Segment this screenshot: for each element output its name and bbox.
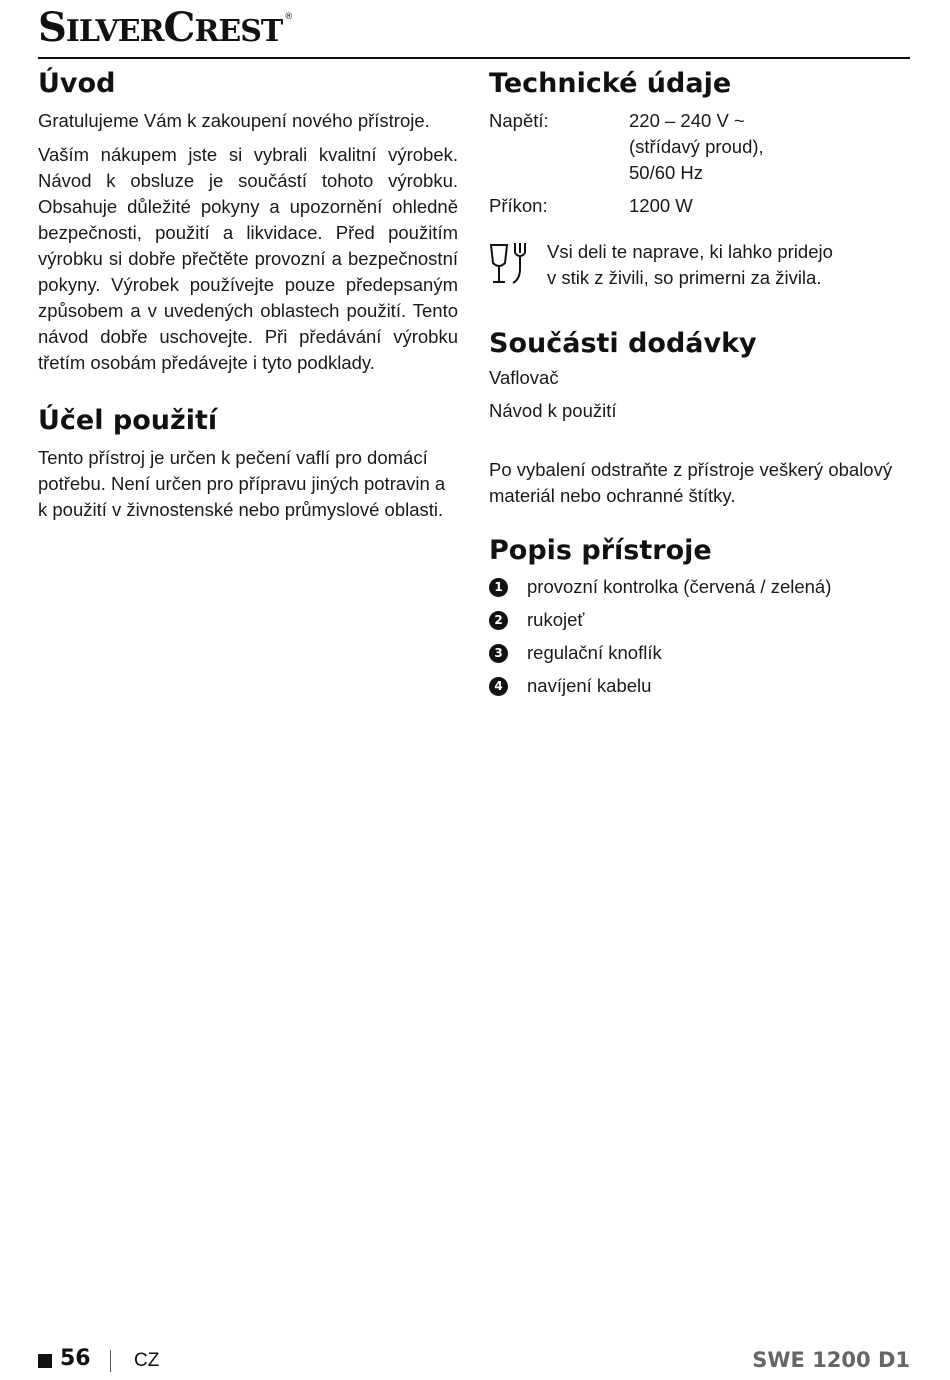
brand-logo-letter: S xyxy=(38,4,66,51)
spec-value-line: (střídavý proud), xyxy=(629,136,764,157)
list-item xyxy=(489,574,910,600)
section-purpose xyxy=(38,403,458,523)
registered-mark: ® xyxy=(284,12,293,22)
paragraph: Vaším nákupem jste si vybrali kvalitní výrobek. Návod k obsluze je součástí tohoto výrobku. Obsahuje důležité pokyny a upozornění ohledně bezpečnosti, použití a likvidace. Před použitím výrobku si dobře přečtěte provozní a bezpečnostní pokyny. Výrobek používejte pouze předepsaným způsobem a v uvedených oblastech použití. Tento návod dobře uschovejte. Při předávání výrobku třetím osobám předávejte i tyto podklady. xyxy=(38,144,458,373)
paragraph: Po vybalení odstraňte z přístroje veškerý obalový materiál nebo ochranné štítky. xyxy=(489,459,893,506)
brand-logo-text: REST xyxy=(194,14,283,49)
left-column xyxy=(38,66,458,523)
spec-voltage xyxy=(489,108,910,186)
number-badge: 2 xyxy=(489,611,508,630)
number-badge: 4 xyxy=(489,677,508,696)
spec-power xyxy=(489,193,910,219)
brand-logo-text: ILVER xyxy=(65,14,164,49)
header-rule xyxy=(38,57,910,59)
food-note-line: v stik z živili, so primerni za živila. xyxy=(547,267,822,288)
brand-logo xyxy=(38,4,293,51)
section-delivery xyxy=(489,326,910,509)
section-technical-data xyxy=(489,66,910,292)
section-description xyxy=(489,533,910,699)
page-number: 56 xyxy=(60,1346,91,1371)
list-item-text: regulační knoflík xyxy=(527,642,662,663)
list-item-text: rukojeť xyxy=(527,609,585,630)
spec-value: 1200 W xyxy=(629,195,693,216)
footer-divider xyxy=(110,1350,111,1372)
section-title: Součásti dodávky xyxy=(489,328,757,359)
page-footer xyxy=(38,1344,910,1380)
list-item xyxy=(489,607,910,633)
list-item xyxy=(489,673,910,699)
right-column xyxy=(489,66,910,706)
paragraph: Tento přístroj je určen k pečení vaflí pro domácí potřebu. Není určen pro přípravu jiných potravin a k použití v živnostenské nebo průmyslové oblasti. xyxy=(38,447,446,520)
section-title: Popis přístroje xyxy=(489,535,712,566)
footer-square-icon xyxy=(38,1354,52,1368)
food-safe-glass-fork-icon xyxy=(489,239,547,292)
language-code: CZ xyxy=(134,1350,160,1371)
spec-value-line: 220 – 240 V ~ xyxy=(629,110,745,131)
section-title: Účel použití xyxy=(38,405,218,436)
parts-list xyxy=(489,574,910,699)
list-item-text: navíjení kabelu xyxy=(527,675,652,696)
delivery-item: Návod k použití xyxy=(489,400,617,421)
delivery-item: Vaflovač xyxy=(489,367,559,388)
spec-label: Příkon: xyxy=(489,195,548,216)
spec-value xyxy=(629,108,910,186)
section-title: Úvod xyxy=(38,68,116,99)
food-safe-note xyxy=(489,239,910,292)
list-item xyxy=(489,640,910,666)
section-title: Technické údaje xyxy=(489,68,732,99)
number-badge: 1 xyxy=(489,578,508,597)
paragraph: Gratulujeme Vám k zakoupení nového přístroje. xyxy=(38,110,430,131)
number-badge: 3 xyxy=(489,644,508,663)
food-note-text xyxy=(547,239,910,292)
list-item-text: provozní kontrolka (červená / zelená) xyxy=(527,576,832,597)
model-number: SWE 1200 D1 xyxy=(752,1348,910,1372)
section-intro xyxy=(38,66,458,376)
spec-value-line: 50/60 Hz xyxy=(629,162,704,183)
spec-label: Napětí: xyxy=(489,110,549,131)
brand-logo-letter: C xyxy=(163,4,195,51)
food-note-line: Vsi deli te naprave, ki lahko pridejo xyxy=(547,241,833,262)
